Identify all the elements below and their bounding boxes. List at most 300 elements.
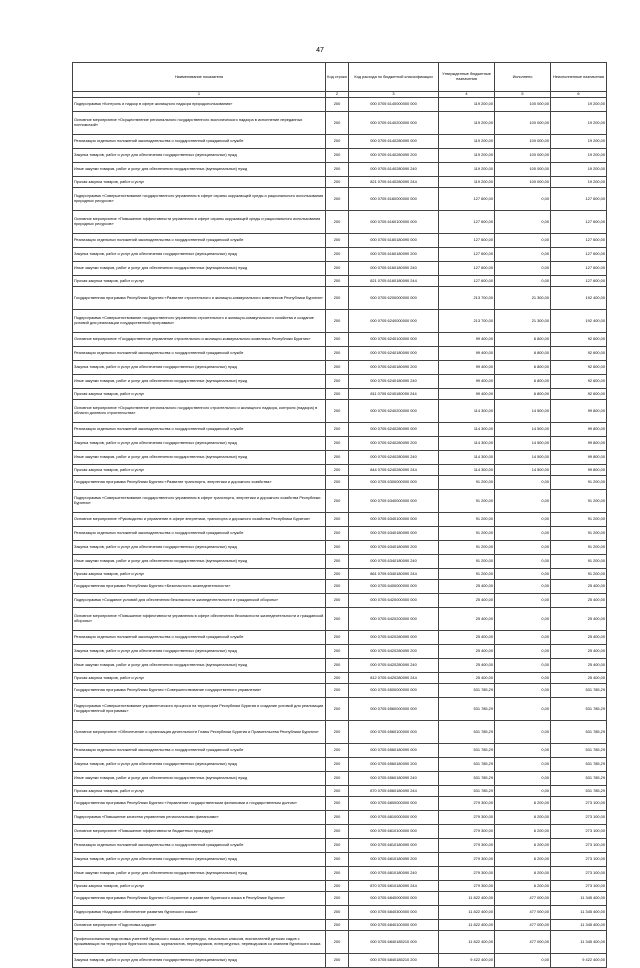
row-name-cell: Государственная программа Республики Бурятия «Управление государственными финансами и государственным долгом» xyxy=(73,797,326,811)
table-row xyxy=(73,310,607,333)
row-classification-cell: 812 0705 6420280090 244 xyxy=(349,673,439,684)
row-classification-cell: 000 0705 6800000000 000 xyxy=(349,797,439,811)
row-code-cell: 200 xyxy=(326,423,349,437)
table-row xyxy=(73,465,607,476)
row-remaining-cell: 127 600,00 xyxy=(551,262,607,276)
header-code: Код строки xyxy=(326,63,349,92)
row-remaining-cell: 19 200,00 xyxy=(551,149,607,163)
row-code-cell: 200 xyxy=(326,361,349,375)
row-remaining-cell: 91 200,00 xyxy=(551,555,607,569)
row-name-cell: Прочая закупка товаров, работ и услуг xyxy=(73,465,326,476)
row-classification-cell: 000 0705 6240180090 200 xyxy=(349,361,439,375)
row-code-cell: 200 xyxy=(326,310,349,333)
row-name-cell: Прочая закупка товаров, работ и услуг xyxy=(73,569,326,580)
row-executed-cell: 477 000,00 xyxy=(495,892,551,906)
row-code-cell: 200 xyxy=(326,867,349,881)
row-executed-cell: 0,00 xyxy=(495,541,551,555)
row-name-cell: Подпрограмма «Повышение качества управления региональными финансами» xyxy=(73,811,326,825)
row-name-cell: Прочая закупка товаров, работ и услуг xyxy=(73,276,326,287)
row-code-cell: 200 xyxy=(326,839,349,853)
row-name-cell: Иные закупки товаров, работ и услуг для обеспечения государственных (муниципальных) нужд xyxy=(73,659,326,673)
row-remaining-cell: 531 785,29 xyxy=(551,684,607,698)
row-classification-cell: 000 0705 6140200000 000 xyxy=(349,112,439,135)
row-classification-cell: 870 0705 6560180090 244 xyxy=(349,786,439,797)
row-classification-cell: 000 0705 6160180090 240 xyxy=(349,262,439,276)
row-executed-cell: 6 200,00 xyxy=(495,839,551,853)
row-name-cell: Реализация отдельных положений законодательства о государственной гражданской службе xyxy=(73,839,326,853)
row-classification-cell: 000 0705 6840100000 000 xyxy=(349,920,439,931)
table-row xyxy=(73,400,607,423)
row-code-cell: 200 xyxy=(326,673,349,684)
row-code-cell: 200 xyxy=(326,287,349,310)
table-row xyxy=(73,569,607,580)
row-remaining-cell: 25 400,00 xyxy=(551,631,607,645)
row-executed-cell: 0,00 xyxy=(495,580,551,594)
row-executed-cell: 100 000,00 xyxy=(495,177,551,188)
row-classification-cell: 821 0705 6160180090 244 xyxy=(349,276,439,287)
row-remaining-cell: 127 600,00 xyxy=(551,188,607,211)
row-remaining-cell: 11 345 400,00 xyxy=(551,906,607,920)
row-remaining-cell: 531 785,29 xyxy=(551,772,607,786)
row-approved-cell: 119 200,00 xyxy=(439,98,495,112)
table-row xyxy=(73,437,607,451)
row-classification-cell: 000 0705 6160100000 000 xyxy=(349,211,439,234)
row-remaining-cell: 25 400,00 xyxy=(551,645,607,659)
row-approved-cell: 127 600,00 xyxy=(439,234,495,248)
row-remaining-cell: 273 100,00 xyxy=(551,839,607,853)
row-name-cell: Закупка товаров, работ и услуг для обеспечения государственных (муниципальных) нужд xyxy=(73,361,326,375)
row-remaining-cell: 127 600,00 xyxy=(551,234,607,248)
row-name-cell: Прочая закупка товаров, работ и услуг xyxy=(73,177,326,188)
row-code-cell: 200 xyxy=(326,772,349,786)
row-name-cell: Основное мероприятие «Государственное управление строительного и жилищно-коммунального комплекса Республики Бурятия» xyxy=(73,333,326,347)
row-classification-cell: 000 0705 6400000000 000 xyxy=(349,580,439,594)
row-remaining-cell: 11 345 400,00 xyxy=(551,931,607,954)
row-approved-cell: 531 785,29 xyxy=(439,721,495,744)
row-classification-cell: 000 0705 6340180090 000 xyxy=(349,527,439,541)
table-row xyxy=(73,234,607,248)
row-approved-cell: 11 822 400,00 xyxy=(439,920,495,931)
table-row xyxy=(73,276,607,287)
row-name-cell: Основное мероприятие «Повышение эффективности управления в сфере обеспечения безопасности жизнедеятельности и гражданской обороны» xyxy=(73,608,326,631)
row-remaining-cell: 273 100,00 xyxy=(551,853,607,867)
column-index: 6 xyxy=(551,92,607,98)
row-code-cell: 200 xyxy=(326,513,349,527)
row-approved-cell: 127 600,00 xyxy=(439,188,495,211)
row-executed-cell: 6 800,00 xyxy=(495,375,551,389)
row-approved-cell: 127 600,00 xyxy=(439,276,495,287)
row-executed-cell: 6 200,00 xyxy=(495,797,551,811)
table-row xyxy=(73,721,607,744)
row-classification-cell: 000 0705 6240280090 000 xyxy=(349,423,439,437)
row-name-cell: Основное мероприятие «Повышение эффективности бюджетных процедур» xyxy=(73,825,326,839)
row-code-cell: 200 xyxy=(326,580,349,594)
row-name-cell: Закупка товаров, работ и услуг для обеспечения государственных (муниципальных) нужд xyxy=(73,248,326,262)
row-classification-cell: 000 0705 6300000000 000 xyxy=(349,476,439,490)
row-executed-cell: 0,00 xyxy=(495,684,551,698)
table-row xyxy=(73,867,607,881)
row-name-cell: Государственная программа Республики Бурятия «Сохранение и развитие бурятского языка в Республике Бурятия» xyxy=(73,892,326,906)
column-index: 5 xyxy=(495,92,551,98)
row-approved-cell: 11 822 400,00 xyxy=(439,892,495,906)
row-classification-cell: 000 0705 6810180090 000 xyxy=(349,839,439,853)
row-approved-cell: 99 400,00 xyxy=(439,333,495,347)
row-name-cell: Подпрограмма «Совершенствование управленческого процесса на территории Республики Бурятия и создание условий для реализации Государственной программы» xyxy=(73,698,326,721)
row-remaining-cell: 92 600,00 xyxy=(551,333,607,347)
table-row xyxy=(73,98,607,112)
header-executed: Исполнено xyxy=(495,63,551,92)
column-index: 2 xyxy=(326,92,349,98)
row-approved-cell: 531 785,29 xyxy=(439,698,495,721)
row-classification-cell: 000 0705 6560180090 000 xyxy=(349,744,439,758)
row-approved-cell: 213 700,00 xyxy=(439,310,495,333)
row-code-cell: 200 xyxy=(326,569,349,580)
row-code-cell: 200 xyxy=(326,659,349,673)
row-approved-cell: 119 200,00 xyxy=(439,149,495,163)
row-code-cell: 200 xyxy=(326,135,349,149)
row-executed-cell: 6 200,00 xyxy=(495,811,551,825)
row-approved-cell: 127 600,00 xyxy=(439,211,495,234)
row-classification-cell: 000 0705 6500000000 000 xyxy=(349,684,439,698)
row-name-cell: Подпрограмма «Совершенствование государственного управления в сфере охраны окружающей среды и рационального использования природных ресурсов» xyxy=(73,188,326,211)
row-executed-cell: 0,00 xyxy=(495,234,551,248)
row-executed-cell: 0,00 xyxy=(495,954,551,968)
row-remaining-cell: 11 345 400,00 xyxy=(551,892,607,906)
row-executed-cell: 14 500,00 xyxy=(495,400,551,423)
row-code-cell: 200 xyxy=(326,262,349,276)
table-row xyxy=(73,248,607,262)
row-classification-cell: 000 0705 6840300000 000 xyxy=(349,906,439,920)
row-approved-cell: 114 300,00 xyxy=(439,437,495,451)
row-executed-cell: 21 300,00 xyxy=(495,310,551,333)
row-classification-cell: 000 0705 6240280090 240 xyxy=(349,451,439,465)
row-name-cell: Прочая закупка товаров, работ и услуг xyxy=(73,389,326,400)
row-name-cell: Основное мероприятие «Руководство и управление в сфере энергетики, транспорта и дорожного хозяйства Республики Бурятия» xyxy=(73,513,326,527)
row-approved-cell: 99 400,00 xyxy=(439,389,495,400)
row-approved-cell: 25 400,00 xyxy=(439,594,495,608)
page-number: 47 xyxy=(316,47,324,54)
row-approved-cell: 119 200,00 xyxy=(439,163,495,177)
row-classification-cell: 000 0705 6560180090 240 xyxy=(349,772,439,786)
table-row xyxy=(73,112,607,135)
header-approved: Утвержденные бюджетные назначения xyxy=(439,63,495,92)
row-code-cell: 200 xyxy=(326,98,349,112)
row-executed-cell: 0,00 xyxy=(495,631,551,645)
row-classification-cell: 000 0705 6420280090 000 xyxy=(349,631,439,645)
row-classification-cell: 000 0705 6140280090 200 xyxy=(349,149,439,163)
row-remaining-cell: 25 400,00 xyxy=(551,608,607,631)
row-executed-cell: 14 500,00 xyxy=(495,423,551,437)
row-approved-cell: 127 600,00 xyxy=(439,248,495,262)
table-row xyxy=(73,881,607,892)
row-classification-cell: 000 0705 6420200000 000 xyxy=(349,608,439,631)
row-remaining-cell: 273 100,00 xyxy=(551,881,607,892)
row-approved-cell: 279 300,00 xyxy=(439,867,495,881)
row-code-cell: 200 xyxy=(326,758,349,772)
table-row xyxy=(73,333,607,347)
table-row xyxy=(73,262,607,276)
row-remaining-cell: 99 800,00 xyxy=(551,400,607,423)
row-classification-cell: 000 0705 6340180090 240 xyxy=(349,555,439,569)
row-approved-cell: 213 700,00 xyxy=(439,287,495,310)
row-code-cell: 200 xyxy=(326,211,349,234)
table-row xyxy=(73,347,607,361)
row-executed-cell: 0,00 xyxy=(495,772,551,786)
row-remaining-cell: 127 600,00 xyxy=(551,211,607,234)
row-executed-cell: 21 300,00 xyxy=(495,287,551,310)
row-remaining-cell: 127 600,00 xyxy=(551,276,607,287)
row-classification-cell: 000 0705 6240000000 000 xyxy=(349,310,439,333)
row-approved-cell: 99 400,00 xyxy=(439,375,495,389)
column-index: 3 xyxy=(349,92,439,98)
row-remaining-cell: 91 200,00 xyxy=(551,541,607,555)
row-executed-cell: 477 000,00 xyxy=(495,931,551,954)
row-executed-cell: 477 000,00 xyxy=(495,906,551,920)
row-remaining-cell: 25 400,00 xyxy=(551,580,607,594)
row-executed-cell: 0,00 xyxy=(495,188,551,211)
row-remaining-cell: 192 400,00 xyxy=(551,287,607,310)
row-remaining-cell: 19 200,00 xyxy=(551,98,607,112)
table-row xyxy=(73,772,607,786)
table-row xyxy=(73,954,607,968)
row-approved-cell: 127 600,00 xyxy=(439,262,495,276)
row-remaining-cell: 99 800,00 xyxy=(551,437,607,451)
row-executed-cell: 0,00 xyxy=(495,645,551,659)
row-classification-cell: 000 0705 6340100000 000 xyxy=(349,513,439,527)
row-approved-cell: 99 400,00 xyxy=(439,347,495,361)
row-executed-cell: 6 800,00 xyxy=(495,333,551,347)
table-row xyxy=(73,906,607,920)
row-name-cell: Подпрограмма «Контроль и надзор в сфере жилищного надзора природопользования» xyxy=(73,98,326,112)
row-approved-cell: 279 300,00 xyxy=(439,839,495,853)
row-code-cell: 200 xyxy=(326,333,349,347)
row-code-cell: 200 xyxy=(326,786,349,797)
row-remaining-cell: 91 200,00 xyxy=(551,476,607,490)
row-classification-cell: 000 0705 6840000000 000 xyxy=(349,892,439,906)
table-row xyxy=(73,490,607,513)
row-classification-cell: 821 0705 6140280090 244 xyxy=(349,177,439,188)
budget-execution-table xyxy=(72,62,607,968)
row-executed-cell: 100 000,00 xyxy=(495,112,551,135)
row-remaining-cell: 531 785,29 xyxy=(551,698,607,721)
table-row xyxy=(73,931,607,954)
row-remaining-cell: 19 200,00 xyxy=(551,177,607,188)
row-name-cell: Реализация отдельных положений законодательства о государственной гражданской службе xyxy=(73,135,326,149)
row-code-cell: 200 xyxy=(326,465,349,476)
row-remaining-cell: 92 600,00 xyxy=(551,361,607,375)
row-approved-cell: 119 200,00 xyxy=(439,177,495,188)
row-name-cell: Закупка товаров, работ и услуг для обеспечения государственных (муниципальных) нужд xyxy=(73,853,326,867)
row-name-cell: Реализация отдельных положений законодательства о государственной гражданской службе xyxy=(73,631,326,645)
row-name-cell: Иные закупки товаров, работ и услуг для обеспечения государственных (муниципальных) нужд xyxy=(73,451,326,465)
row-name-cell: Государственная программа Республики Бурятия «Развитие строительного и жилищно-коммунального комплексов Республики Бурятия» xyxy=(73,287,326,310)
row-classification-cell: 000 0705 6240280090 200 xyxy=(349,437,439,451)
row-approved-cell: 25 400,00 xyxy=(439,608,495,631)
row-code-cell: 200 xyxy=(326,248,349,262)
row-approved-cell: 25 400,00 xyxy=(439,580,495,594)
row-code-cell: 200 xyxy=(326,721,349,744)
row-code-cell: 200 xyxy=(326,892,349,906)
row-code-cell: 200 xyxy=(326,437,349,451)
row-name-cell: Иные закупки товаров, работ и услуг для обеспечения государственных (муниципальных) нужд xyxy=(73,772,326,786)
row-executed-cell: 0,00 xyxy=(495,659,551,673)
row-executed-cell: 100 000,00 xyxy=(495,98,551,112)
row-classification-cell: 000 0705 6240100000 000 xyxy=(349,333,439,347)
table-row xyxy=(73,853,607,867)
row-executed-cell: 100 000,00 xyxy=(495,149,551,163)
row-approved-cell: 279 300,00 xyxy=(439,797,495,811)
row-code-cell: 200 xyxy=(326,797,349,811)
table-row xyxy=(73,698,607,721)
row-approved-cell: 531 785,29 xyxy=(439,772,495,786)
row-classification-cell: 000 0705 6240180090 000 xyxy=(349,347,439,361)
row-code-cell: 200 xyxy=(326,188,349,211)
row-approved-cell: 91 200,00 xyxy=(439,513,495,527)
row-classification-cell: 000 0705 6240200000 000 xyxy=(349,400,439,423)
row-classification-cell: 000 0705 6240180090 240 xyxy=(349,375,439,389)
row-approved-cell: 25 400,00 xyxy=(439,631,495,645)
row-approved-cell: 91 200,00 xyxy=(439,527,495,541)
row-classification-cell: 000 0705 6840185210 200 xyxy=(349,954,439,968)
row-remaining-cell: 92 600,00 xyxy=(551,347,607,361)
row-code-cell: 200 xyxy=(326,375,349,389)
table-row xyxy=(73,684,607,698)
table-row xyxy=(73,149,607,163)
table-row xyxy=(73,758,607,772)
row-remaining-cell: 99 800,00 xyxy=(551,465,607,476)
row-remaining-cell: 25 400,00 xyxy=(551,673,607,684)
row-classification-cell: 000 0705 6160000000 000 xyxy=(349,188,439,211)
row-approved-cell: 114 300,00 xyxy=(439,400,495,423)
row-code-cell: 200 xyxy=(326,177,349,188)
row-code-cell: 200 xyxy=(326,149,349,163)
table-row xyxy=(73,825,607,839)
header-classification: Код расхода по бюджетной классификации xyxy=(349,63,439,92)
row-code-cell: 200 xyxy=(326,476,349,490)
table-row xyxy=(73,645,607,659)
row-executed-cell: 6 200,00 xyxy=(495,825,551,839)
row-executed-cell: 0,00 xyxy=(495,758,551,772)
row-name-cell: Государственная программа Республики Бурятия «Безопасность жизнедеятельности» xyxy=(73,580,326,594)
table-row xyxy=(73,513,607,527)
table-row xyxy=(73,188,607,211)
row-classification-cell: 000 0705 6420280090 200 xyxy=(349,645,439,659)
row-approved-cell: 279 300,00 xyxy=(439,825,495,839)
table-row xyxy=(73,920,607,931)
row-approved-cell: 119 200,00 xyxy=(439,135,495,149)
table-row xyxy=(73,811,607,825)
row-name-cell: Иные закупки товаров, работ и услуг для обеспечения государственных (муниципальных) нужд xyxy=(73,867,326,881)
row-code-cell: 200 xyxy=(326,906,349,920)
row-code-cell: 200 xyxy=(326,347,349,361)
row-approved-cell: 531 785,29 xyxy=(439,758,495,772)
row-remaining-cell: 273 100,00 xyxy=(551,867,607,881)
row-approved-cell: 114 300,00 xyxy=(439,451,495,465)
row-classification-cell: 844 0705 6240280090 244 xyxy=(349,465,439,476)
row-approved-cell: 99 400,00 xyxy=(439,361,495,375)
row-classification-cell: 000 0705 6140000000 000 xyxy=(349,98,439,112)
row-code-cell: 200 xyxy=(326,490,349,513)
row-classification-cell: 000 0705 6560000000 000 xyxy=(349,698,439,721)
table-row xyxy=(73,451,607,465)
row-code-cell: 200 xyxy=(326,744,349,758)
table-row xyxy=(73,608,607,631)
row-executed-cell: 6 200,00 xyxy=(495,853,551,867)
row-approved-cell: 91 200,00 xyxy=(439,541,495,555)
row-classification-cell: 000 0705 6810180090 240 xyxy=(349,867,439,881)
row-code-cell: 200 xyxy=(326,811,349,825)
table-row xyxy=(73,287,607,310)
row-code-cell: 200 xyxy=(326,555,349,569)
row-name-cell: Иные закупки товаров, работ и услуг для обеспечения государственных (муниципальных) нужд xyxy=(73,163,326,177)
table-row xyxy=(73,786,607,797)
row-remaining-cell: 273 100,00 xyxy=(551,797,607,811)
row-remaining-cell: 91 200,00 xyxy=(551,569,607,580)
row-executed-cell: 0,00 xyxy=(495,744,551,758)
row-approved-cell: 9 422 400,00 xyxy=(439,954,495,968)
row-name-cell: Государственная программа Республики Бурятия «Развитие транспорта, энергетики и дорожного хозяйства» xyxy=(73,476,326,490)
row-name-cell: Иные закупки товаров, работ и услуг для обеспечения государственных (муниципальных) нужд xyxy=(73,262,326,276)
row-executed-cell: 0,00 xyxy=(495,555,551,569)
row-approved-cell: 25 400,00 xyxy=(439,673,495,684)
row-classification-cell: 000 0705 6840185210 000 xyxy=(349,931,439,954)
row-remaining-cell: 531 785,29 xyxy=(551,721,607,744)
row-remaining-cell: 99 800,00 xyxy=(551,423,607,437)
row-remaining-cell: 273 100,00 xyxy=(551,825,607,839)
row-classification-cell: 000 0705 6340180090 200 xyxy=(349,541,439,555)
table-row xyxy=(73,892,607,906)
row-executed-cell: 0,00 xyxy=(495,248,551,262)
row-approved-cell: 279 300,00 xyxy=(439,853,495,867)
row-remaining-cell: 25 400,00 xyxy=(551,659,607,673)
table-row xyxy=(73,541,607,555)
row-executed-cell: 0,00 xyxy=(495,262,551,276)
row-approved-cell: 11 822 400,00 xyxy=(439,906,495,920)
row-code-cell: 200 xyxy=(326,920,349,931)
row-classification-cell: 000 0705 6160180090 200 xyxy=(349,248,439,262)
table-row xyxy=(73,744,607,758)
row-remaining-cell: 273 100,00 xyxy=(551,811,607,825)
row-name-cell: Реализация отдельных положений законодательства о государственной гражданской службе xyxy=(73,347,326,361)
table-row xyxy=(73,163,607,177)
row-name-cell: Закупка товаров, работ и услуг для обеспечения государственных (муниципальных) нужд xyxy=(73,645,326,659)
row-name-cell: Подпрограмма «Кадровое обеспечение развития бурятского языка» xyxy=(73,906,326,920)
row-executed-cell: 0,00 xyxy=(495,698,551,721)
row-name-cell: Основное мероприятие «Осуществление регионального государственного экологического надзора в исполнение переданных полномочий» xyxy=(73,112,326,135)
table-row xyxy=(73,389,607,400)
row-remaining-cell: 19 200,00 xyxy=(551,163,607,177)
table-row xyxy=(73,476,607,490)
row-remaining-cell: 92 600,00 xyxy=(551,389,607,400)
row-remaining-cell: 25 400,00 xyxy=(551,594,607,608)
row-executed-cell: 0,00 xyxy=(495,513,551,527)
column-index: 1 xyxy=(73,92,326,98)
row-classification-cell: 000 0705 6140280090 000 xyxy=(349,135,439,149)
row-classification-cell: 000 0705 6200000000 000 xyxy=(349,287,439,310)
row-name-cell: Основное мероприятие «Подготовка кадров» xyxy=(73,920,326,931)
row-remaining-cell: 19 200,00 xyxy=(551,135,607,149)
row-approved-cell: 114 300,00 xyxy=(439,423,495,437)
row-name-cell: Подпрограмма «Создание условий для обеспечения безопасности жизнедеятельности и гражданской обороны» xyxy=(73,594,326,608)
row-remaining-cell: 91 200,00 xyxy=(551,490,607,513)
row-executed-cell: 0,00 xyxy=(495,527,551,541)
row-classification-cell: 000 0705 6560180090 200 xyxy=(349,758,439,772)
row-executed-cell: 0,00 xyxy=(495,673,551,684)
table-row xyxy=(73,361,607,375)
table-row xyxy=(73,527,607,541)
row-executed-cell: 6 200,00 xyxy=(495,867,551,881)
row-name-cell: Подпрограмма «Совершенствование государственного управления строительного и жилищно-коммунального хозяйства и создание условий для реализации государственной программы» xyxy=(73,310,326,333)
